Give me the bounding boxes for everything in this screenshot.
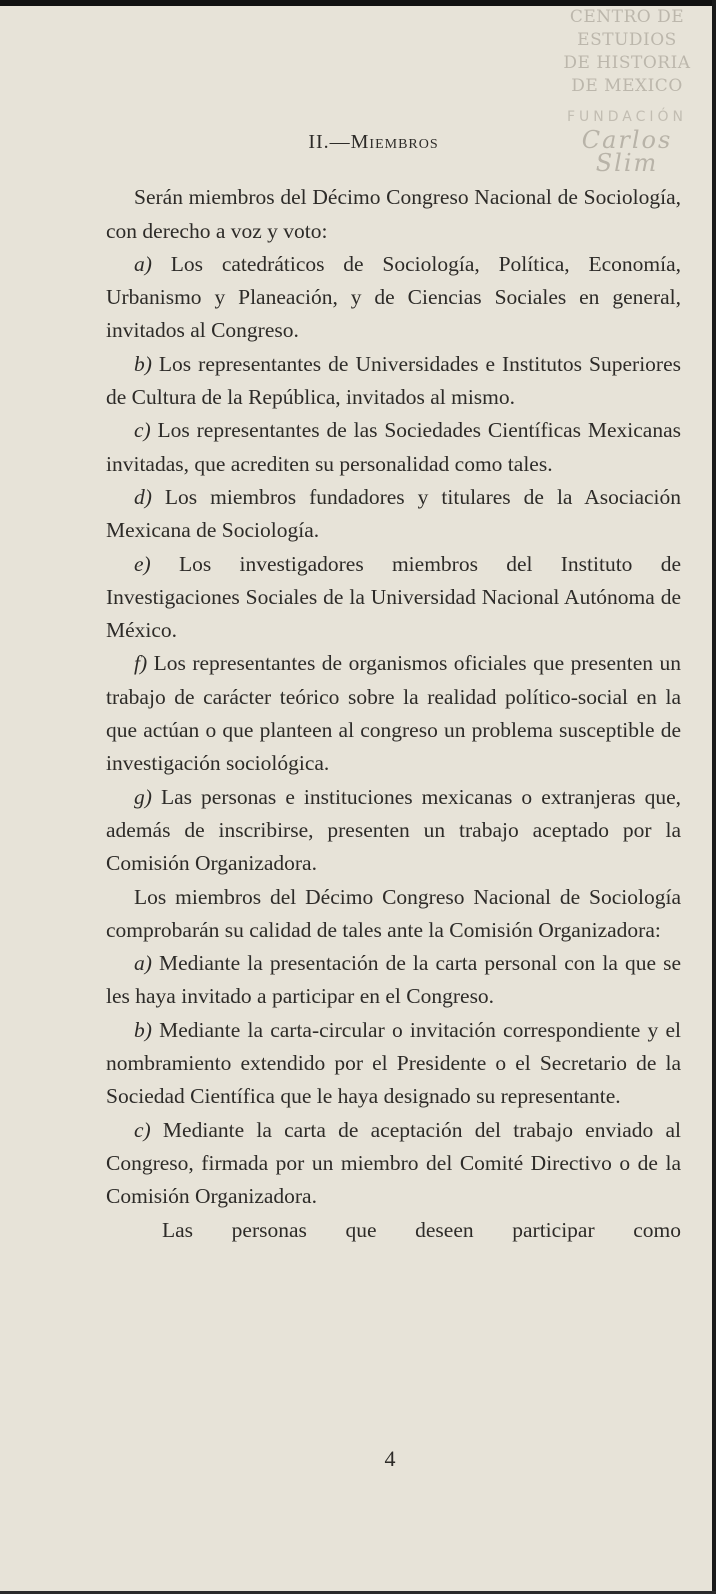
item-letter: b) [134,1017,152,1042]
watermark-signature: Carlos Slim [581,126,673,177]
list-item: a) Los catedráticos de Sociología, Política, Economía, Urbanismo y Planeación, y de Ciencias Sociales en general, invitados al Congreso. [106,251,681,343]
list-item: c) Mediante la carta de aceptación del trabajo enviado al Congreso, firmada por un miembro del Comité Directivo o de la Comisión Organizadora. [106,1117,681,1209]
item-letter: e) [134,551,151,576]
item-letter: a) [134,951,152,976]
list-item: g) Las personas e instituciones mexicanas o extranjeras que, además de inscribirse, presenten un trabajo aceptado por la Comisión Organizadora. [106,784,681,876]
item-letter: b) [134,351,152,376]
paragraph: Serán miembros del Décimo Congreso Nacional de Sociología, con derecho a voz y voto: [106,185,681,243]
list-item: b) Mediante la carta-circular o invitación correspondiente y el nombramiento extendido por el Presidente o el Secretario de la Sociedad Científica que le haya designado su representante. [106,1017,681,1109]
item-letter: g) [134,784,152,809]
item-letter: a) [134,251,152,276]
right-scan-border [712,0,716,1594]
document-body [106,126,681,1247]
item-letter: f) [134,651,148,676]
section-number: II.— [308,131,351,153]
list-item: e) Los investigadores miembros del Instituto de Investigaciones Sociales de la Universidad Nacional Autónoma de México. [106,551,681,643]
watermark-line-4: DE MEXICO [571,76,683,96]
list-item: b) Los representantes de Universidades e Institutos Superiores de Cultura de la República, invitados al mismo. [106,351,681,410]
item-letter: c) [134,1117,151,1142]
paragraph: Los miembros del Décimo Congreso Nacional de Sociología comprobarán su calidad de tales ante la Comisión Organizadora: [106,884,681,942]
page-number: 4 [384,1446,396,1471]
item-letter: c) [134,418,151,443]
list-item: f) Los representantes de organismos oficiales que presenten un trabajo de carácter teórico sobre la realidad político-social en la que actúan o que planteen al congreso un problema susceptible de investigación sociológica. [106,651,681,776]
watermark-line-2: ESTUDIOS [577,30,677,50]
list-item: d) Los miembros fundadores y titulares de la Asociación Mexicana de Sociología. [106,484,681,543]
watermark-line-3: DE HISTORIA [563,53,691,73]
item-letter: d) [134,484,152,509]
section-heading [106,126,681,159]
list-item: c) Los representantes de las Sociedades Científicas Mexicanas invitadas, que acrediten su personalidad como tales. [106,418,681,476]
watermark-foundation: FUNDACIÓN [566,109,688,125]
section-title: Miembros [350,131,439,153]
watermark-line-1: CENTRO DE [569,7,685,27]
list-item: a) Mediante la presentación de la carta personal con la que se les haya invitado a participar en el Congreso. [106,951,681,1009]
paragraph: Las personas que deseen participar como [162,1217,681,1242]
